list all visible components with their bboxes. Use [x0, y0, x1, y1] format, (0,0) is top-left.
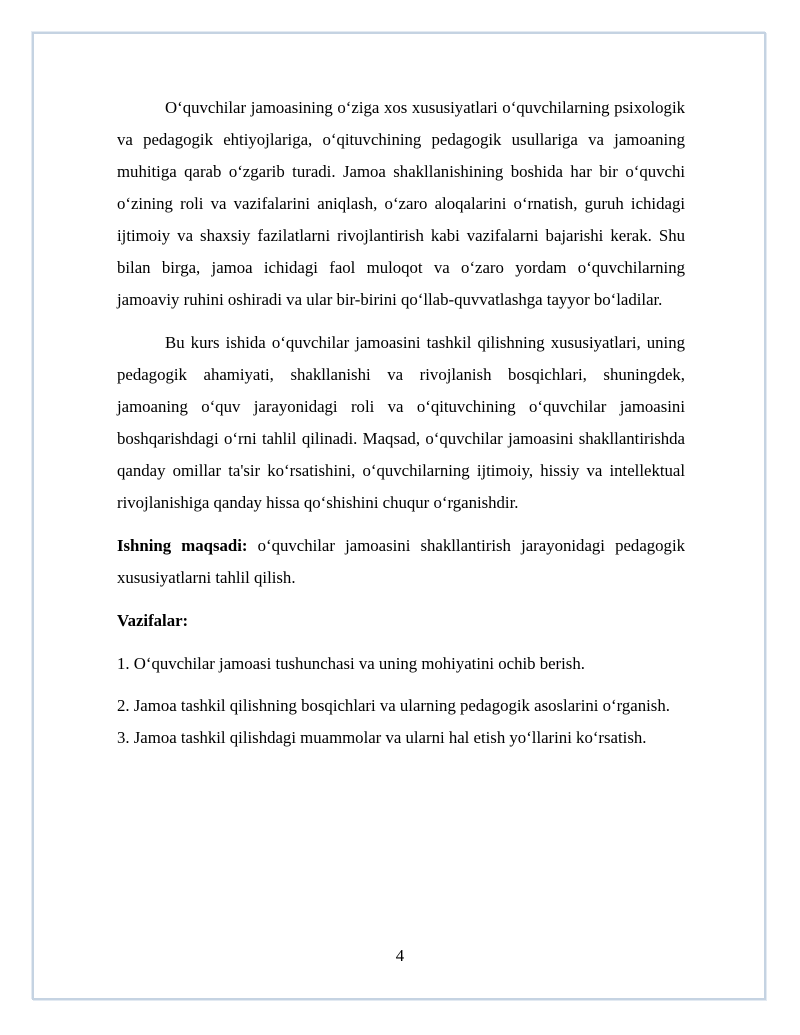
body-paragraph-2: Bu kurs ishida o‘quvchilar jamoasini tashkil qilishning xususiyatlari, uning pedagogik ahamiyati, shakllanishi va rivojlanish bosqichlari, shuningdek, jamoaning o‘quv jarayonidagi roli va o‘qituvchining o‘quvchilar jamoasini boshqarishdagi o‘rni tahlil qilinadi. Maqsad, o‘quvchilar jamoasini shakllantirishda qanday omillar ta'sir ko‘rsatishini, o‘quvchilarning ijtimoiy, hissiy va intellektual rivojlanishiga qanday hissa qo‘shishini chuqur o‘rganishdir. — [117, 333, 685, 512]
goal-paragraph — [117, 530, 685, 594]
page-number: 4 — [395, 946, 405, 965]
body-paragraph-1: O‘quvchilar jamoasining o‘ziga xos xususiyatlari o‘quvchilarning psixologik va pedagogik ehtiyojlariga, o‘qituvchining pedagogik usullariga va jamoaning muhitiga qarab o‘zgarib turadi. Jamoa shakllanishining boshida har bir o‘quvchi o‘zining roli va vazifalarini aniqlash, o‘zaro aloqalarini o‘rnatish, guruh ichidagi ijtimoiy va shaxsiy fazilatlarni rivojlantirish kabi vazifalarni bajarishi kerak. Shu bilan birga, jamoa ichidagi faol muloqot va o‘zaro yordam o‘quvchilarning jamoaviy ruhini oshiradi va ular bir-birini qo‘llab-quvvatlashga tayyor bo‘ladilar. — [117, 98, 685, 309]
task-item-1: 1. O‘quvchilar jamoasi tushunchasi va uning mohiyatini ochib berish. — [117, 654, 585, 673]
task-item-2: 2. Jamoa tashkil qilishning bosqichlari va ularning pedagogik asoslarini o‘rganish. — [117, 696, 670, 715]
goal-text: o‘quvchilar jamoasini shakllantirish jarayonidagi pedagogik xususiyatlarni tahlil qilish. — [117, 536, 685, 587]
task-item-3: 3. Jamoa tashkil qilishdagi muammolar va ularni hal etish yo‘llarini ko‘rsatish. — [117, 728, 647, 747]
document-body — [117, 92, 685, 754]
goal-label: Ishning maqsadi: — [117, 536, 248, 555]
tasks-heading — [117, 605, 685, 637]
tasks-heading-label: Vazifalar: — [117, 611, 189, 630]
